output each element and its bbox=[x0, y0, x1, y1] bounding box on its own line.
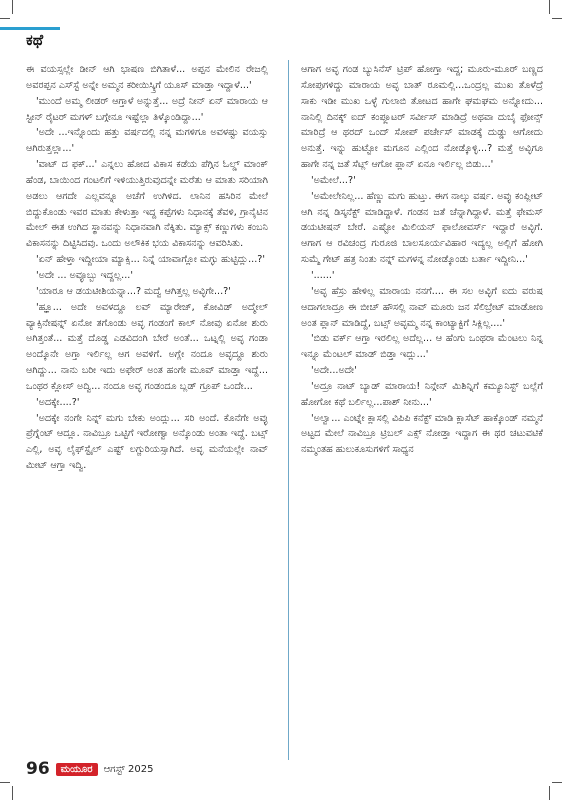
header-accent-line bbox=[0, 27, 60, 30]
crop-mark bbox=[12, 0, 13, 14]
paragraph: 'ಅವ್ಳ ಹೆಸ್ರು ಹೇಳಿಲ್ಲ ಮಾರಾಯ ನನಗೆ.... ಈ ಸಲ ಅವ್ಳಿಗೆ ಐದು ವರುಷ ಆದಾಗಲಾದ್ರೂ ಈ ಬೀಚ್ ಹೌಸಲ್ಲಿ ನಾವ್ ಮೂರು ಜನ ಸೆಲಿಬ್ರೇಟ್ ಮಾಡೋಣ ಅಂತ ಪ್ಲಾನ್ ಮಾಡಿದ್ದೆ, ಬಟ್ಸ್ ಅವ್ಳಮ್ಮ ನನ್ನ ಕಾಂಟ್ಯಾಕ್ಟಿಗೆ ಸಿಕ್ಲಿಲ್ಲ....' bbox=[301, 285, 543, 329]
crop-mark bbox=[552, 18, 562, 19]
paragraph: ಈ ವಯಸ್ಸಲ್ಲೇ ಡೀನ್ ಆಗಿ ಭಾಷಣ ಬಿಗಿತಾಳೆ... ಅಪ್ಪನ ಮೇಲಿನ ರೇಜಲ್ಲಿ ಅವರಪ್ಪನ ಎಸ್‌ಸ್ಟೆ ಅನ್ನೇ ಅಮ್ಮನ ಕರೀಯಿಸ್ಕ್ರಿಗೆ ಯೂಸ್ ಮಾಡ್ತಾ ಇದ್ದಾಳೆ...' bbox=[26, 64, 268, 91]
paragraph: 'ಅದ್ರೂ ನಾಟ್ ಬ್ಯಾಡ್ ಮಾರಾಯ! ನಿನ್ಗೇನ್ ಮಿಶಿನ್ನಿಗೆ ಕಮ್ಯೂನಿಸ್ಟ್ ಬಲ್ಲೆಗೆ ಹೋಗೋ ಕಥೆ ಬರ್ಲಿಲ್ಲ...ಪಾಶ್ ನೀನು...' bbox=[301, 380, 543, 408]
paragraph: 'ಏನ್ ಹೇಳ್ತಾ ಇದ್ದೀಯಾ ಮ್ಯಾಕ್ಸಿ... ನಿನ್ನೆ ಯಾವಾಗ್ಲೋ ಮಗ್ಳು ಹುಟ್ಟಿದ್ಲು...?' bbox=[36, 254, 265, 266]
crop-mark bbox=[0, 782, 10, 783]
paragraph: '......' bbox=[311, 269, 335, 281]
paragraph: 'ಅಮೇಲೆ...?' bbox=[311, 174, 356, 186]
issue-date: ಆಗಸ್ಟ್ 2025 bbox=[103, 763, 154, 775]
crop-mark bbox=[12, 786, 13, 800]
crop-mark bbox=[549, 786, 550, 800]
paragraph: 'ಅಲ್ವಾ... ಎಂಟ್ನೇ ಕ್ಲಾಸಲ್ಲಿ ವಿಪಿಪಿ ಕನೆಕ್ಟ್ ಮಾಡಿ ಕ್ಲಾಸೆಟ್ ಹಾಕ್ಕೊಂಡ್ ನಮ್ಮನೆ ಅಟ್ಟದ ಮೇಲೆ ನಾವಿಬ್ರೂ ಟ್ರಿಬಲ್ ಎಕ್ಸ್ ನೋಡ್ತಾ ಇದ್ದಾಗ ಈ ಥರ ಚಟುವಟಿಕೆ ನಮ್ಮಂತಹ ಹುಲುಕೂಸುಗಳಿಗೆ ಸಾಧ್ಯನ bbox=[301, 412, 543, 456]
paragraph: 'ಅದಕ್ಕೇ....?' bbox=[36, 396, 80, 408]
paragraph: 'ಮುಂದೆ ಅಮ್ಮ ಲೀಡರ್ ಆಗ್ತಾಳೆ ಅನ್ನುತ್ತೆ... ಅದ್ರೆ ನೀನ್ ಏನ್ ಮಾರಾಯ ಆ ಸ್ಟೀನ್ ರೈಟರ್ ಮಗಳ್ ಬಗ್ಗೇನೂ ಇಷ್ಟೆಲ್ಲಾ ತಿಳ್ಕೊಂಡಿದ್ದಾ...' bbox=[26, 95, 268, 123]
magazine-logo: ಮಯೂರ bbox=[56, 763, 98, 776]
page-footer bbox=[26, 758, 153, 780]
crop-mark bbox=[0, 18, 10, 19]
paragraph: ಆಗಾಗ ಅವ್ಳ ಗಂಡ ಬ್ಯುಸಿನೆಸ್ ಟ್ರಿಪ್ ಹೋಗ್ತಾ ಇದ್ದ; ಮೂರು-ಮೂರ್ ಬಣ್ಣದ ಸೋಪುಗಳಿದ್ದು ಮಾರಾಯ ಅವ್ಳ ಬಾತ್ ರೂಮಲ್ಲಿ...ಒಂದ್ರಲ್ಲ ಮುಖ ತೊಳೆದ್ರೆ ಸಾಕು ಇಡೀ ಮುಖ ಒಳ್ಳೆ ಗುಲಾಬಿ ತೋಟದ ಹಾಗೇ ಘಮಘಮ ಅನ್ನೋದು... ನಾನಿಲ್ಲಿ ದಿನಕ್ಕ್ ಐದ್ ಕಂಪ್ಲೂಟರ್ ಸರ್ವೀಸ್ ಮಾಡಿದ್ರೆ ಅಥವಾ ದುಬೈ ಫೋನ್ಸ್ ಮಾರಿದ್ರೆ ಆ ಥರದ್ ಒಂದ್ ಸೋಪ್ ಪರ್ಚೇಸ್ ಮಾಡಕ್ಕೆ ದುಡ್ಡು ಆಗೋದು ಅನುತ್ತೆ. ಇನ್ನು ಹುಟ್ಟೋ ಮಗೂನ ಎಲ್ಲಿಂದ ನೋಡ್ಕೊಳ್ಳಿ...? ಮತ್ತೆ ಅವ್ಳಿಗೂ ಹಾಗೇ ನನ್ನ ಜತೆ ಸೆಟ್ಲ್ ಆಗೋ ಪ್ಲಾನ್ ಏನೂ ಇರ್ಲಿಲ್ಲ ಬಿಡು...' bbox=[301, 64, 543, 171]
crop-mark bbox=[552, 782, 562, 783]
paragraph: 'ಅದೇ...ಅದೇ' bbox=[311, 365, 357, 377]
paragraph: 'ಅದೇ ... ಅವ್ಳೂಬ್ಬು ಇದ್ದಲ್ಲ...' bbox=[36, 269, 133, 281]
crop-mark bbox=[549, 0, 550, 14]
column-divider bbox=[288, 60, 289, 760]
right-column bbox=[301, 62, 543, 458]
paragraph: 'ಅದಕ್ಕೇ ನಂಗೇ ನಿನ್ನ್ ಮಗು ಬೇಕು ಅಂದ್ಲು... ಸರಿ ಅಂದೆ. ಕೊನೆಗೇ ಅವ್ಳು ಪ್ರೆಗ್ನೆಂಟ್ ಆದ್ಲೂ. ನಾವಿಬ್ರೂ ಒಟ್ಟಿಗೆ ಇರೋಣ್ವಾ ಅನ್ಕೊಂಡು ಅಂತಾ ಇದ್ದೆ. ಬಟ್ಸ್ ಎಲ್ಲಿ, ಅವ್ಳ ಲೈಫ್‌ಸ್ಟೈಲ್ ಎಷ್ಟ್ ಲಗ್ಜುರಿಯಸ್ಸಾಗಿದೆ. ಅವ್ಳ ಮನೆಯಲ್ಲೇ ನಾವ್ ಮೀಟ್ ಆಗ್ತಾ ಇದ್ವಿ. bbox=[26, 412, 268, 472]
paragraph: 'ಅದೇ ...ಇನ್ನೊಂದು ಹತ್ತು ವರ್ಷದಲ್ಲಿ ನನ್ನ ಮಗಳಿಗೂ ಅವಳಷ್ಟು ವಯಸ್ಸು ಆಗಿರುತ್ತಲ್ಲಾ...' bbox=[26, 127, 268, 155]
paragraph: 'ಹ್ಞೂ... ಅದೇ ಅವಳದ್ದೂ ಲವ್ ಮ್ಯಾರೇಜ್, ಕೋವಿಡ್ ಅದ್ಮೇಲ್ ವ್ಯಾಕ್ಸಿನೇಷನ್ನ್ ಏನೋ ತಗೊಂಡು ಅವ್ಳ ಗಂಡಂಗೆ ಕಾಲ್ ನೋವು ಏನೋ ಶುರು ಅಗಿತ್ತಂತೆ... ಮತ್ತೆ ದೊಡ್ಡ ಎಡವಿದಂಗಿ ಬೇರೆ ಅಂತೆ... ಒಟ್ನಲ್ಲಿ ಅವ್ಳ ಗಂಡಾ ಅಂದ್ಕೊನೇ ಅಗ್ತಾ ಇರ್ಲಿಲ್ಲ ಆಗ ಅವಳಿಗೆ. ಅಗ್ಲೇ ನಂದೂ ಅವ್ಳದ್ದೂ ಶುರು ಆಗಿದ್ದು... ನಾನು ಬರೀ ಇದು ಅಫೇರ್ ಅಂತ ಹಂಗೇ ಮೂವ್ ಮಾಡ್ತಾ ಇದ್ದೆ... ಒಂಥರ ಕ್ಲೋಸ್ ಅದ್ವಿ... ನಂದೂ ಅವ್ಳ ಗಂಡಂದೂ ಬ್ಲಡ್ ಗ್ರೂಪ್ ಒಂದೇ... bbox=[26, 301, 268, 392]
paragraph: 'ವಾಟ್ ದ ಫಕ್...' ಎನ್ನಲು ಹೋದ ವಿಕಾಸ ಕಡೆಯ ಪೆಗ್ಗಿನ ಓಲ್ಡ್ ಮಾಂಕ್ ಹೆಂಡ, ಬಾಯಿಂದ ಗಂಟಲಿಗೆ ಇಳಿಯುತ್ತಿರುವುದನ್ನೇ ಮರೆತು ಆ ಮಾತು ಸರಿಯಾಗಿ ಅಡಲು ಆಗದೇ ಎಲ್ಲವನ್ನೂ ಅಚೆಗೆ ಉಗಿಳಿದ. ಲಾನಿನ ಹಸಿರಿನ ಮೇಲೆ ಬಿದ್ದುಕೊಂಡು ಇವರ ಮಾತು ಕೇಳುತ್ತಾ ಇದ್ದ ಕಪ್ಪೆಗಳು ನಿಧಾನಕ್ಕೆ ತೆವಳಿ, ಗ್ರಾನೈಟಿನ ಮೇಲ್ ಈತ ಉಗಿದ ಸ್ಥಾನವನ್ನು ನಿಧಾನವಾಗಿ ನೆಕ್ಕಿತು. ಮ್ಯಾಕ್ಸ್ ಕಣ್ಣುಗಳು ಕಂಬನಿ ವಿಕಾಸನನ್ನು ದಿಟ್ಟಿಸಿದವು. ಒಂದು ಅಲೌಕಿಕ ಭಯ ವಿಕಾಸನನ್ನು ಆವರಿಸಿತು. bbox=[26, 159, 268, 250]
paragraph: 'ಬಿಡು ವರ್ಕ್ ಆಗ್ತಾ ಇರಲಿಲ್ಲ ಅದೆಲ್ಲ... ಆ ಹೆಂಗು ಒಂಥರಾ ಮೆಂಟಲು ನಿನ್ನ ಇನ್ನೂ ಮೆಂಟಲ್ ಮಾಡ್ ಬಿಡ್ತಾ ಇದ್ಲು...' bbox=[301, 333, 543, 361]
section-title: ಕಥೆ bbox=[26, 31, 44, 49]
paragraph: 'ಯಾರೂ ಆ ಡಯಟೀಶಿಯನ್ನಾ...? ಮದ್ವೆ ಆಗಿತ್ತಲ್ಲ ಅವ್ಳಿಗೇ...?' bbox=[36, 285, 231, 297]
left-column bbox=[26, 62, 268, 474]
page-number: 96 bbox=[26, 759, 50, 779]
paragraph: 'ಅಮೇಲೇನಿಲ್ಲ... ಹೆಣ್ಣು ಮಗು ಹುಟ್ತು. ಈಗ ನಾಲ್ಕು ವರ್ಷ. ಅವ್ಳು ಕಂಪ್ಲೀಟ್ ಆಗಿ ನನ್ನ ಡಿಸ್ಕನೆಕ್ಟ್ ಮಾಡಿದ್ದಾಳೆ. ಗಂಡನ ಜತೆ ಚೆನ್ನಾಗಿದ್ದಾಳೆ. ಮತ್ತೆ ಫೇಮಸ್ ಡಯಟೀಷನ್ ಬೇರೆ. ಎಷ್ಟೋ ಮಿಲಿಯನ್ ಫಾಲೋವರ್ಸ್ ಇದ್ದಾರೆ ಅವ್ಳಿಗೆ. ಆಗಾಗ ಆ ರವಿಚಂದ್ರ ಗುರೂಜಿ ಬಾಲಸೂರ್ಯವಿಹಾರ ಇದ್ಯಲ್ಲ ಅಲ್ಲಿಗೆ ಹೋಗಿ ಸುಮ್ಮೆ ಗೇಟ್ ಹತ್ರ ನಿಂತು ನನ್ನ್ ಮಗಳನ್ನ ನೋಡ್ಕೊಂಡು ಬರ್ತಾ ಇದ್ದೀನಿ...' bbox=[301, 190, 543, 266]
